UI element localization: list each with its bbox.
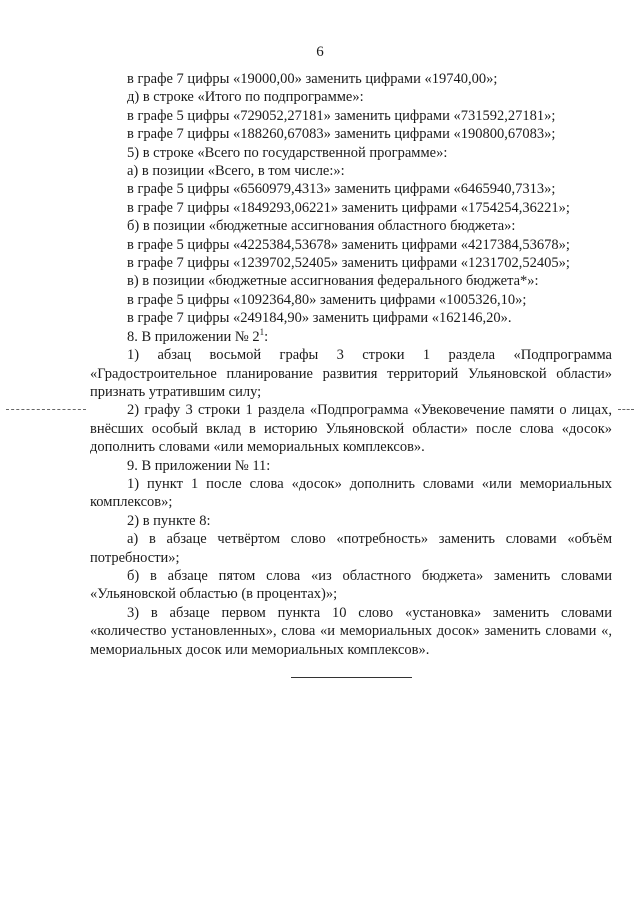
text-line: б) в позиции «бюджетные ассигнования областного бюджета»: (127, 218, 516, 235)
section-9-heading: 9. В приложении № 11: (127, 457, 271, 474)
text-line: в графе 7 цифры «19000,00» заменить цифрами «19740,00»; (127, 71, 498, 87)
text-line: в графе 7 цифры «188260,67083» заменить цифрами «190800,67083»; (127, 126, 556, 143)
section-9-item-2a: а) в абзаце четвёртом слово «потребность» заменить словами «объём потребности»; (90, 531, 612, 566)
document-body (90, 70, 612, 659)
section-9-item-2b: б) в абзаце пятом слова «из областного бюджета» заменить словами «Ульяновской областью (в процентах)»; (90, 567, 612, 603)
text-line: 5) в строке «Всего по государственной программе»: (127, 144, 448, 161)
section-9-item-2: 2) в пункте 8: (127, 512, 211, 529)
text-line: а) в позиции «Всего, в том числе:»: (127, 163, 345, 180)
text-line: в графе 5 цифры «4225384,53678» заменить цифрами «4217384,53678»; (127, 236, 570, 253)
text-line: в графе 7 цифры «1849293,06221» заменить цифрами «1754254,36221»; (127, 199, 570, 216)
section-9-item-3: 3) в абзаце первом пункта 10 слово «установка» заменить словами «количество установленных», слова «и мемориальных досок» заменить словами «, мемориальных досок или мемориальных комплексов». (90, 604, 612, 658)
text-line: в графе 7 цифры «1239702,52405» заменить цифрами «1231702,52405»; (127, 255, 570, 272)
section-9-item-1: 1) пункт 1 после слова «досок» дополнить словами «или мемориальных комплексов»; (90, 475, 612, 511)
section-8-item-2: 2) графу 3 строки 1 раздела «Подпрограмма «Увековечение памяти о лицах, внёсших особый вклад в историю Ульяновской области» после слова «досок» дополнить словами «или мемориальных комплексов». (90, 402, 612, 456)
section-8-heading: 8. В приложении № $2^1$: (127, 326, 269, 345)
scan-artifact-right (618, 409, 634, 410)
closing-rule (291, 677, 412, 678)
text-line: в) в позиции «бюджетные ассигнования федерального бюджета*»: (127, 273, 539, 290)
page-number: 6 (316, 44, 324, 60)
text-line: в графе 5 цифры «6560979,4313» заменить цифрами «6465940,7313»; (127, 181, 556, 198)
text-line: д) в строке «Итого по подпрограмме»: (127, 89, 364, 106)
section-8-item-1: 1) абзац восьмой графы 3 строки 1 раздела «Подпрограмма «Градостроительное планирование развития территорий Ульяновской области» признать утратившим силу; (90, 347, 612, 400)
text-line: в графе 5 цифры «729052,27181» заменить цифрами «731592,27181»; (127, 107, 556, 124)
text-line: в графе 7 цифры «249184,90» заменить цифрами «162146,20». (127, 310, 512, 327)
scan-artifact-left (6, 409, 86, 410)
text-line: в графе 5 цифры «1092364,80» заменить цифрами «1005326,10»; (127, 291, 527, 308)
